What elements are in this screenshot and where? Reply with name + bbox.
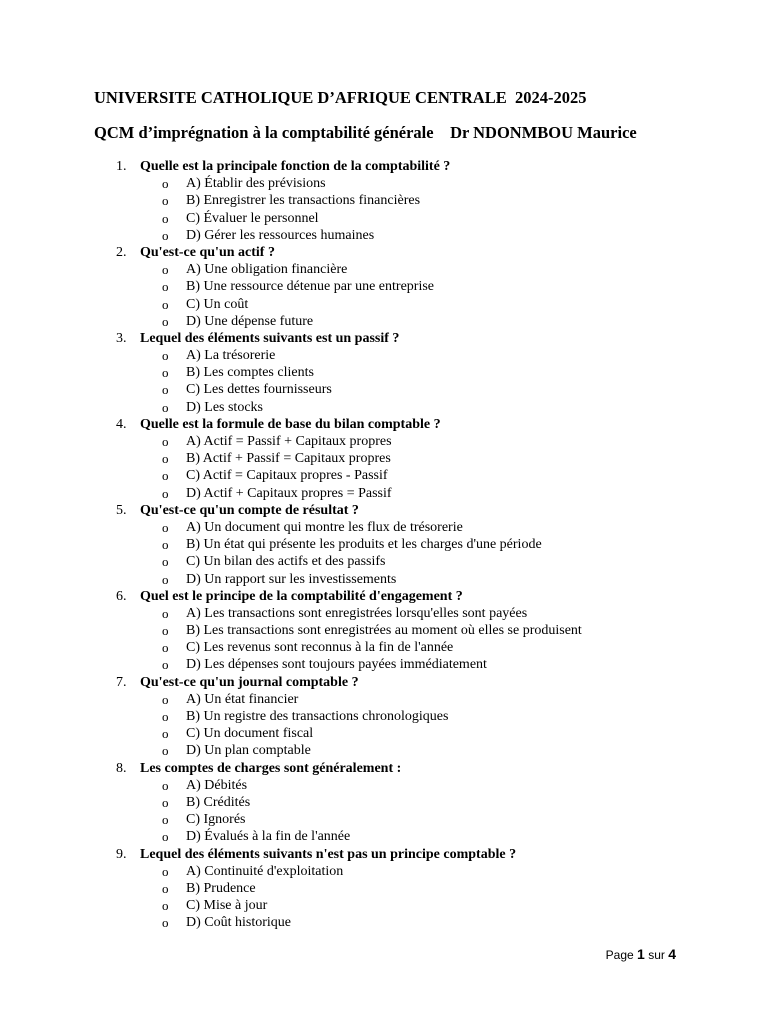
question-item [0, 674, 768, 691]
answer-option [0, 880, 768, 897]
answer-option-text: A) La trésorerie [186, 348, 276, 364]
circle-bullet-icon: o [162, 691, 169, 707]
question-text: Qu'est-ce qu'un journal comptable ? [140, 674, 359, 690]
circle-bullet-icon: o [162, 898, 169, 914]
circle-bullet-icon: o [162, 829, 169, 845]
question-text: Les comptes de charges sont généralement : [140, 760, 402, 776]
answer-option-text: A) Un état financier [186, 691, 299, 707]
circle-bullet-icon: o [162, 227, 169, 243]
page-of-label: sur [648, 948, 665, 962]
answer-option [0, 863, 768, 880]
answer-option [0, 467, 768, 484]
circle-bullet-icon: o [162, 605, 169, 621]
circle-bullet-icon: o [162, 176, 169, 192]
question-list [0, 158, 768, 931]
answer-option-text: D) Les dépenses sont toujours payées immédiatement [186, 657, 487, 673]
answer-option-text: A) Actif = Passif + Capitaux propres [186, 434, 392, 449]
question-number: 9. [116, 846, 127, 862]
answer-option-text: B) Une ressource détenue par une entreprise [186, 279, 435, 295]
answer-option-text: C) Un bilan des actifs et des passifs [186, 554, 386, 570]
answer-option [0, 742, 768, 759]
question-text: Qu'est-ce qu'un compte de résultat ? [140, 502, 359, 518]
answer-option [0, 639, 768, 656]
answer-option-text: B) Crédités [186, 794, 251, 810]
circle-bullet-icon: o [162, 777, 169, 793]
answer-option-text: B) Enregistrer les transactions financières [186, 193, 421, 209]
circle-bullet-icon: o [162, 812, 169, 828]
question-item [0, 846, 768, 863]
total-pages-number: 4 [668, 946, 676, 962]
question-number: 2. [116, 244, 127, 260]
answer-option [0, 313, 768, 330]
circle-bullet-icon: o [162, 726, 169, 742]
answer-option-text: A) Un document qui montre les flux de trésorerie [186, 519, 463, 535]
circle-bullet-icon: o [162, 554, 169, 570]
answer-option [0, 227, 768, 244]
circle-bullet-icon: o [162, 210, 169, 226]
circle-bullet-icon: o [162, 279, 169, 295]
circle-bullet-icon: o [162, 657, 169, 673]
question-text: Qu'est-ce qu'un actif ? [140, 244, 275, 260]
question-item [0, 158, 768, 175]
answer-option [0, 485, 768, 502]
question-number: 5. [116, 502, 127, 518]
question-text: Quel est le principe de la comptabilité d'engagement ? [140, 588, 463, 604]
page-label: Page [605, 948, 634, 962]
circle-bullet-icon: o [162, 709, 169, 724]
answer-option [0, 261, 768, 278]
answer-option-text: A) Établir des prévisions [186, 176, 326, 192]
circle-bullet-icon: o [162, 880, 169, 896]
answer-option [0, 811, 768, 828]
answer-option [0, 519, 768, 536]
answer-option-text: D) Actif + Capitaux propres = Passif [186, 485, 392, 501]
answer-option [0, 622, 768, 639]
question-item [0, 330, 768, 347]
answer-option [0, 381, 768, 398]
circle-bullet-icon: o [162, 399, 169, 415]
answer-option [0, 433, 768, 450]
answer-option [0, 296, 768, 313]
circle-bullet-icon: o [162, 382, 169, 398]
circle-bullet-icon: o [162, 365, 169, 381]
answer-option-text: B) Un état qui présente les produits et les charges d'une période [186, 537, 542, 553]
circle-bullet-icon: o [162, 915, 169, 931]
answer-option-text: D) Gérer les ressources humaines [186, 227, 375, 243]
answer-option [0, 536, 768, 553]
question-number: 8. [116, 760, 127, 776]
circle-bullet-icon: o [162, 348, 169, 364]
document-subtitle: QCM d’imprégnation à la comptabilité générale Dr NDONMBOU Maurice [94, 123, 637, 142]
answer-option [0, 777, 768, 794]
answer-option [0, 897, 768, 914]
question-number: 7. [116, 674, 127, 690]
circle-bullet-icon: o [162, 451, 169, 467]
circle-bullet-icon: o [162, 262, 169, 278]
answer-option-text: C) Évaluer le personnel [186, 210, 319, 226]
question-text: Quelle est la principale fonction de la comptabilité ? [140, 159, 451, 174]
answer-option-text: D) Coût historique [186, 915, 291, 931]
answer-option-text: C) Les revenus sont reconnus à la fin de l'année [186, 640, 454, 656]
answer-option [0, 399, 768, 416]
answer-option [0, 656, 768, 673]
answer-option [0, 347, 768, 364]
answer-option-text: D) Une dépense future [186, 313, 314, 329]
answer-option [0, 364, 768, 381]
answer-option [0, 794, 768, 811]
question-item [0, 502, 768, 519]
answer-option-text: D) Les stocks [186, 399, 263, 415]
question-number: 1. [116, 159, 127, 174]
question-item [0, 760, 768, 777]
answer-option-text: D) Un plan comptable [186, 743, 311, 759]
circle-bullet-icon: o [162, 313, 169, 329]
circle-bullet-icon: o [162, 863, 169, 879]
question-item [0, 244, 768, 261]
answer-option [0, 278, 768, 295]
circle-bullet-icon: o [162, 743, 169, 759]
circle-bullet-icon: o [162, 434, 169, 449]
current-page-number: 1 [637, 946, 645, 962]
answer-option-text: A) Continuité d'exploitation [186, 863, 344, 879]
circle-bullet-icon: o [162, 519, 169, 535]
question-item [0, 416, 768, 433]
page-footer [606, 946, 676, 962]
answer-option-text: C) Un document fiscal [186, 726, 314, 742]
answer-option-text: C) Actif = Capitaux propres - Passif [186, 468, 388, 484]
answer-option-text: B) Prudence [186, 880, 256, 896]
answer-option [0, 210, 768, 227]
answer-option-text: B) Actif + Passif = Capitaux propres [186, 451, 391, 467]
answer-option-text: B) Les comptes clients [186, 365, 314, 381]
answer-option-text: C) Ignorés [186, 812, 246, 828]
answer-option-text: D) Évalués à la fin de l'année [186, 829, 351, 845]
answer-option [0, 828, 768, 845]
question-text: Lequel des éléments suivants n'est pas un principe comptable ? [140, 846, 517, 862]
answer-option [0, 708, 768, 725]
answer-option-text: A) Une obligation financière [186, 262, 348, 278]
circle-bullet-icon: o [162, 623, 169, 639]
answer-option [0, 914, 768, 931]
question-number: 4. [116, 416, 127, 432]
answer-option-text: C) Les dettes fournisseurs [186, 382, 332, 398]
answer-option-text: C) Un coût [186, 296, 249, 312]
question-number: 6. [116, 588, 127, 604]
circle-bullet-icon: o [162, 794, 169, 810]
circle-bullet-icon: o [162, 640, 169, 656]
circle-bullet-icon: o [162, 468, 169, 484]
document-title: UNIVERSITE CATHOLIQUE D’AFRIQUE CENTRALE 2024-2025 [94, 88, 587, 107]
answer-option [0, 725, 768, 742]
answer-option-text: A) Les transactions sont enregistrées lorsqu'elles sont payées [186, 605, 528, 621]
answer-option [0, 605, 768, 622]
circle-bullet-icon: o [162, 537, 169, 553]
question-text: Lequel des éléments suivants est un passif ? [140, 330, 400, 346]
circle-bullet-icon: o [162, 193, 169, 209]
circle-bullet-icon: o [162, 571, 169, 587]
answer-option [0, 192, 768, 209]
circle-bullet-icon: o [162, 296, 169, 312]
question-number: 3. [116, 330, 127, 346]
answer-option [0, 691, 768, 708]
answer-option [0, 553, 768, 570]
answer-option-text: D) Un rapport sur les investissements [186, 571, 397, 587]
circle-bullet-icon: o [162, 485, 169, 501]
answer-option-text: B) Un registre des transactions chronologiques [186, 709, 449, 724]
answer-option [0, 175, 768, 192]
answer-option-text: A) Débités [186, 777, 248, 793]
answer-option-text: C) Mise à jour [186, 898, 268, 914]
question-item [0, 588, 768, 605]
answer-option [0, 450, 768, 467]
question-text: Quelle est la formule de base du bilan comptable ? [140, 416, 441, 432]
answer-option-text: B) Les transactions sont enregistrées au moment où elles se produisent [186, 623, 582, 639]
answer-option [0, 571, 768, 588]
